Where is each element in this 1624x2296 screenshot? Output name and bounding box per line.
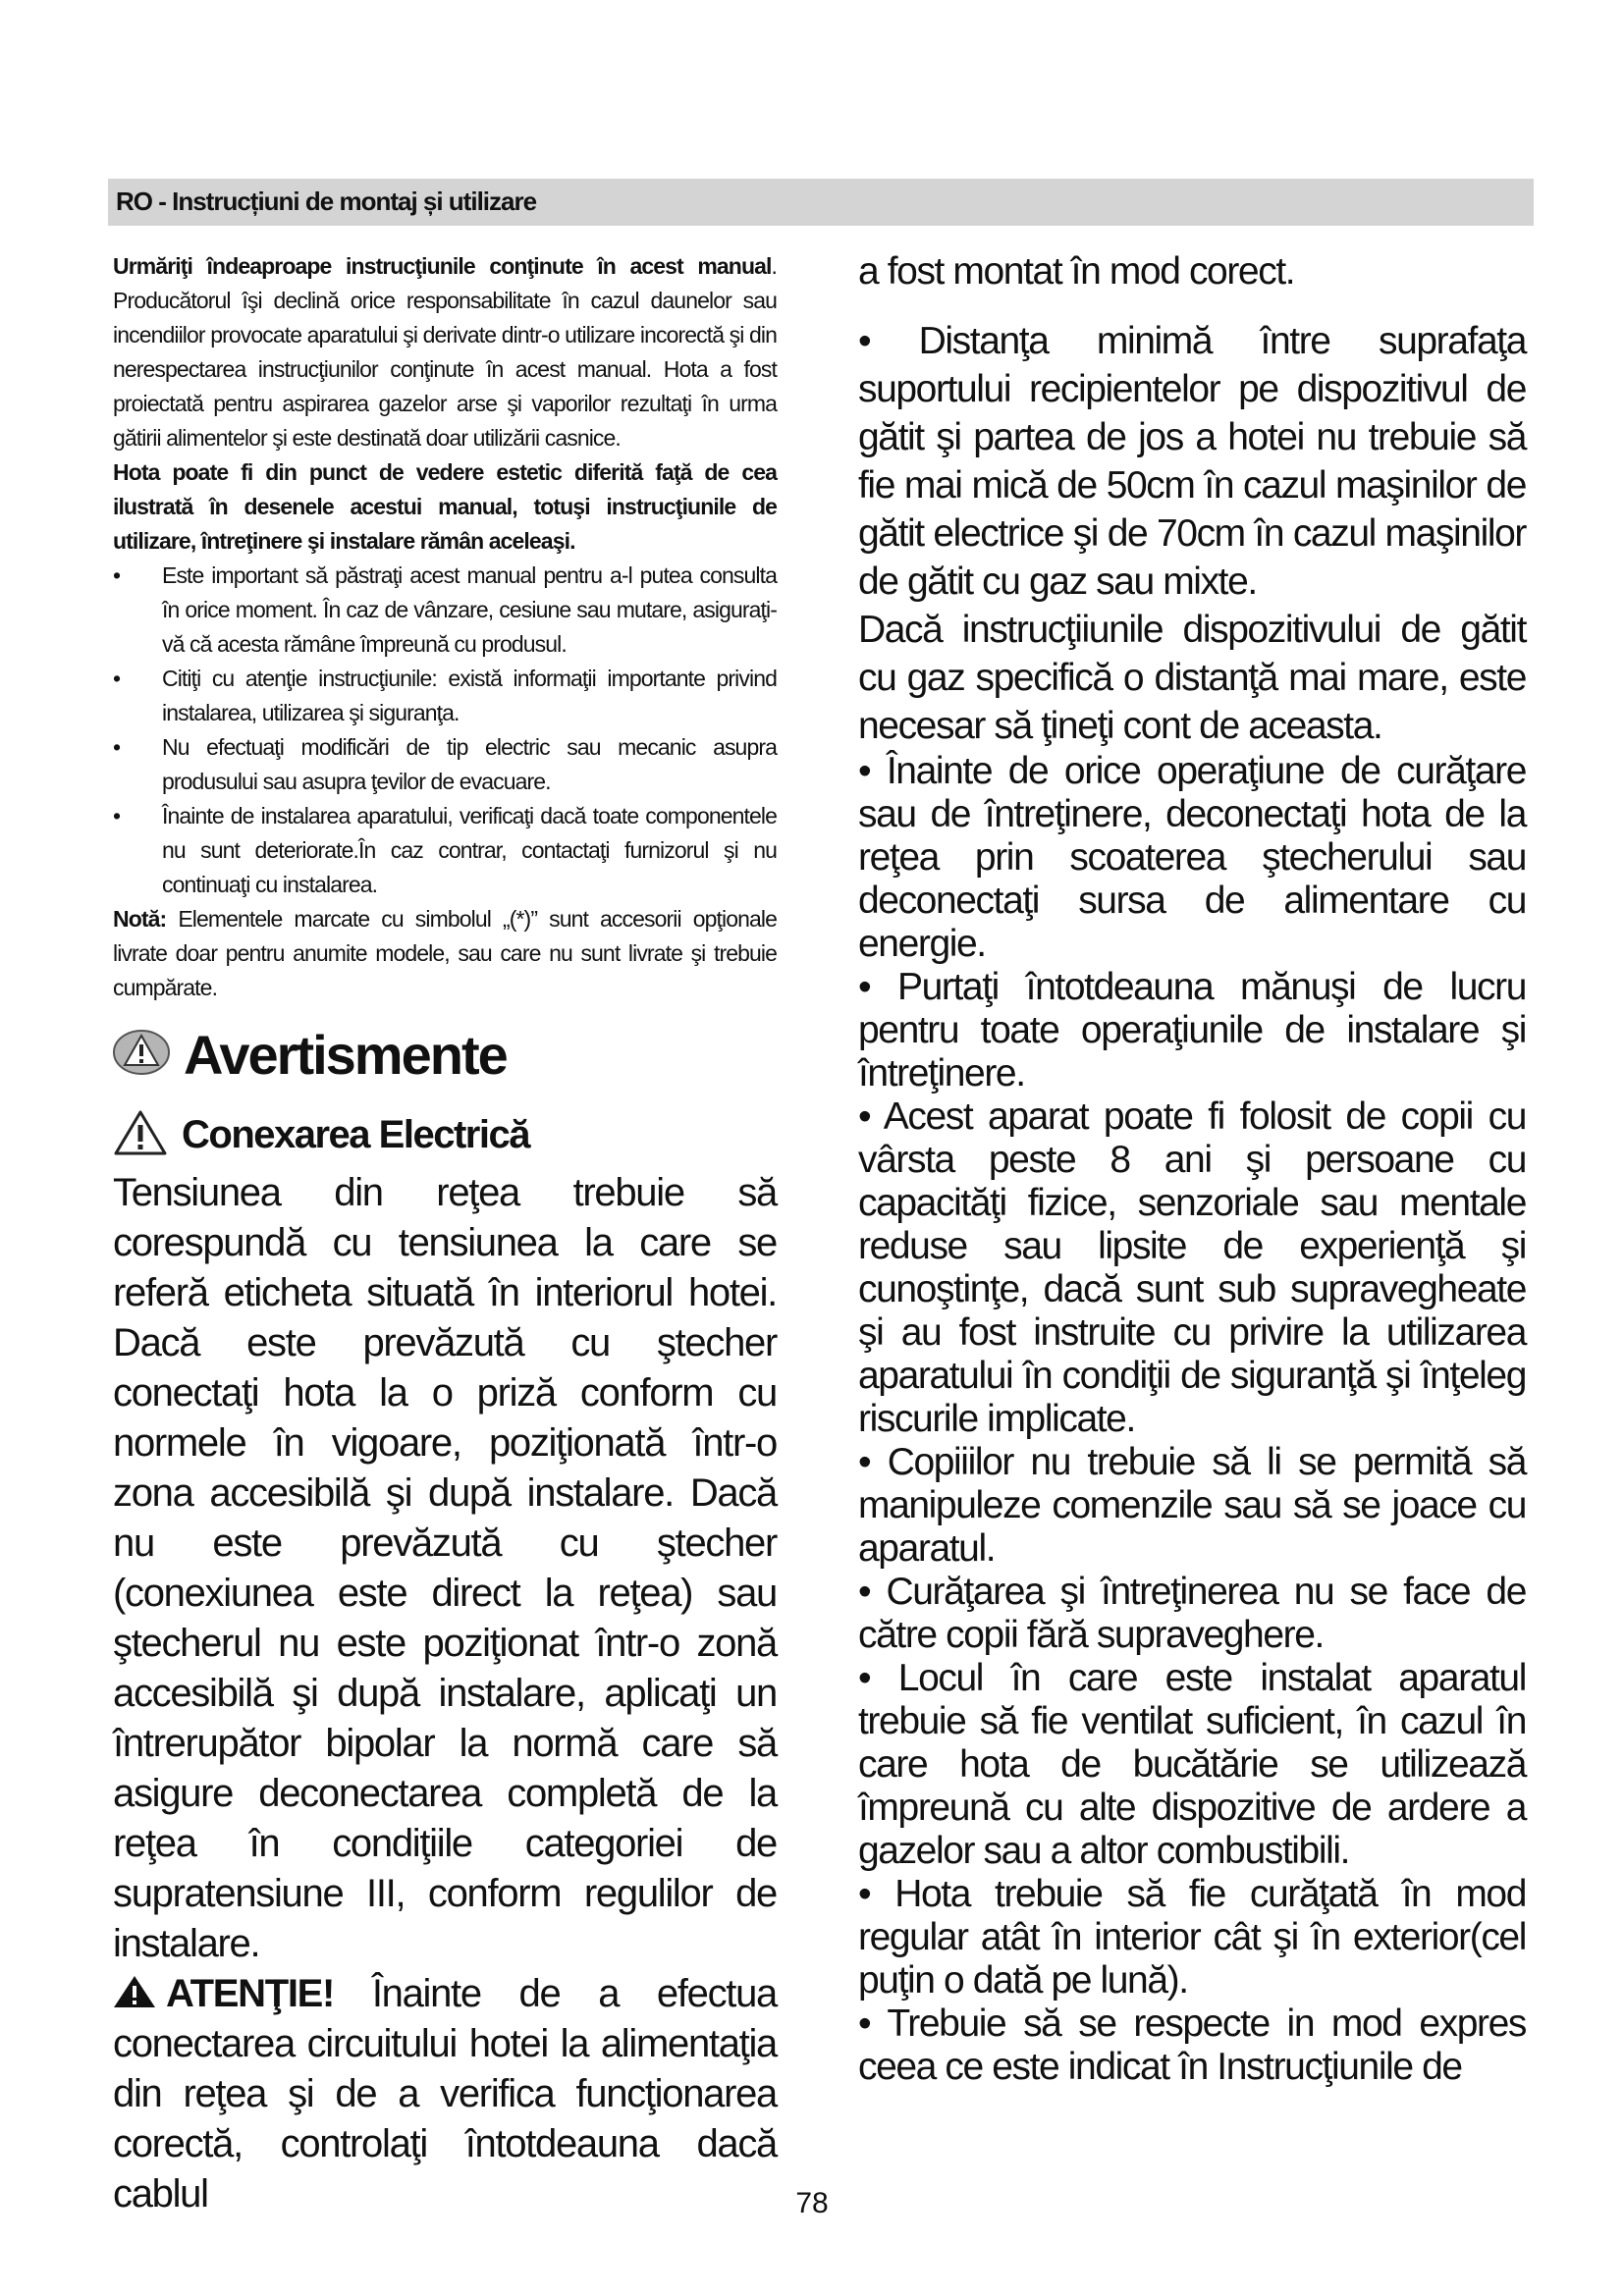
intro-paragraph: [113, 249, 777, 455]
attention-icon: [113, 1972, 166, 2015]
page-number: 78: [795, 2187, 829, 2219]
electrical-section: [113, 1168, 777, 2219]
safety-item: • Trebuie să se respecte in mod expres ceea ce este indicat în Instrucţiunile de: [858, 2002, 1526, 2088]
header-title: RO - Instrucțiuni de montaj și utilizare: [116, 187, 537, 216]
intro-lead-rest: . Producătorul îşi declină orice responsabilitate în cazul daunelor sau incendiilor provocate aparatului şi derivate dintr-o utilizare incorectă şi din nerespectarea instrucţiunilor conţinute în acest manual. Hota a fost proiectată pentru aspirarea gazelor arse şi vaporilor rezultaţi în urma gătirii alimentelor şi este destinată doar utilizării casnice.: [113, 253, 777, 451]
design-note: Hota poate fi din punct de vedere estetic diferită faţă de cea ilustrată în desenele acestui manual, totuşi instrucţiunile de utilizare, întreţinere şi instalare rămân aceleaşi.: [113, 459, 777, 554]
intro-bullet: [113, 730, 777, 799]
warnings-heading: [113, 1019, 777, 1090]
electrical-title: Conexarea Electrică: [182, 1112, 529, 1156]
safety-item: • Purtaţi întotdeauna mănuşi de lucru pentru toate operaţiunile de instalare şi întreţinere.: [858, 966, 1526, 1095]
intro-lead-bold: Urmăriţi îndeaproape instrucţiunile conţinute în acest manual: [113, 253, 772, 279]
continuation-text: a fost montat în mod corect.: [858, 250, 1295, 293]
header-bar: [108, 179, 1534, 226]
intro-bullet: [113, 662, 777, 730]
safety-item: • Copiiilor nu trebuie să li se permită să manipuleze comenzile sau să se joace cu aparatul.: [858, 1441, 1526, 1570]
bullet-dot: •: [113, 562, 121, 588]
left-column: [113, 249, 777, 2219]
intro-section: [113, 249, 777, 1005]
bullet-dot: •: [113, 666, 121, 691]
bullet-text: Înainte de instalarea aparatului, verificaţi dacă toate componentele nu sunt deteriorate.În caz contrar, contactaţi furnizorul şi nu continuaţi cu instalarea.: [162, 803, 777, 897]
right-column: [858, 247, 1526, 2089]
bullet-text: Nu efectuaţi modificări de tip electric sau mecanic asupra produsului sau asupra ţevilor de evacuare.: [162, 734, 777, 794]
note-text: Elementele marcate cu simbolul „(*)” sunt accesorii opţionale livrate doar pentru anumite modele, sau care nu sunt livrate şi trebuie cumpărate.: [113, 906, 777, 1000]
bullet-dot: •: [113, 803, 121, 828]
safety-item: • Curăţarea şi întreţinerea nu se face de către copii fără supraveghere.: [858, 1571, 1526, 1656]
safety-item: • Acest aparat poate fi folosit de copii cu vârsta peste 8 ani şi persoane cu capacităţi fizice, senzoriale sau mentale reduse sau lipsite de experienţă şi cunoştinţe, dacă sunt sub supravegheate şi au fost instruite cu privire la utilizarea aparatului în condiţii de siguranţă şi înţeleg riscurile implicate.: [858, 1095, 1526, 1440]
attention-text: Înainte de a efectua conectarea circuitului hotei la alimentaţia din reţea şi de a verifica funcţionarea corectă, controlaţi întotdeauna dacă cablul: [113, 1972, 777, 2216]
bullet-text: Citiţi cu atenţie instrucţiunile: există informaţii importante privind instalarea, utilizarea şi siguranţa.: [162, 666, 777, 725]
optional-accessories-note: [113, 902, 777, 1005]
intro-bullet: [113, 559, 777, 662]
attention-label: ATENŢIE!: [166, 1972, 335, 2015]
electrical-heading: [113, 1107, 777, 1162]
safety-item: • Hota trebuie să fie curăţată în mod regular atât în interior cât şi în exterior(cel puţin o dată pe lună).: [858, 1873, 1526, 2002]
bullet-dot: •: [113, 734, 121, 760]
warning-triangle-icon: [113, 1109, 168, 1161]
note-label: Notă:: [113, 906, 167, 932]
safety-item: • Locul în care este instalat aparatul trebuie să fie ventilat suficient, în cazul în care hota de bucătărie se utilizează împreună cu alte dispozitive de ardere a gazelor sau a altor combustibili.: [858, 1657, 1526, 1872]
gas-note-paragraph: Dacă instrucţiiunile dispozitivului de gătit cu gaz specifică o distanţă mai mare, este necesar să ţineţi cont de aceasta.: [858, 609, 1526, 747]
warning-circle-icon: [113, 1030, 170, 1080]
electrical-paragraph: Tensiunea din reţea trebuie să corespundă cu tensiunea la care se referă eticheta situată în interiorul hotei. Dacă este prevăzută cu ştecher conectaţi hota la o priză conform cu normele în vigoare, poziţionată într-o zona accesibilă şi după instalare. Dacă nu este prevăzută cu ştecher (conexiunea este direct la reţea) sau ştecherul nu este poziţionat într-o zonă accesibilă şi după instalare, aplicaţi un întrerupător bipolar la normă care să asigure deconectarea completă de la reţea în condiţiile categoriei de supratensiune III, conform regulilor de instalare.: [113, 1171, 777, 1965]
attention-paragraph: [113, 1969, 777, 2219]
right-section: [858, 247, 1526, 2089]
bullet-text: Este important să păstraţi acest manual pentru a-l putea consulta în orice moment. În caz de vânzare, cesiune sau mutare, asiguraţi-vă că acesta rămâne împreună cu produsul.: [162, 562, 777, 657]
distance-paragraph: • Distanţa minimă între suprafaţa suportului recipientelor pe dispozitivul de gătit şi partea de jos a hotei nu trebuie să fie mai mică de 50cm în cazul maşinilor de gătit electrice şi de 70cm în cazul maşinilor de gătit cu gaz sau mixte.: [858, 320, 1526, 603]
warnings-title: Avertismente: [184, 1023, 507, 1086]
safety-item: • Înainte de orice operaţiune de curăţare sau de întreţinere, deconectaţi hota de la reţea prin scoaterea ştecherului sau deconectaţi sursa de alimentare cu energie.: [858, 750, 1526, 965]
intro-bullet: [113, 799, 777, 902]
